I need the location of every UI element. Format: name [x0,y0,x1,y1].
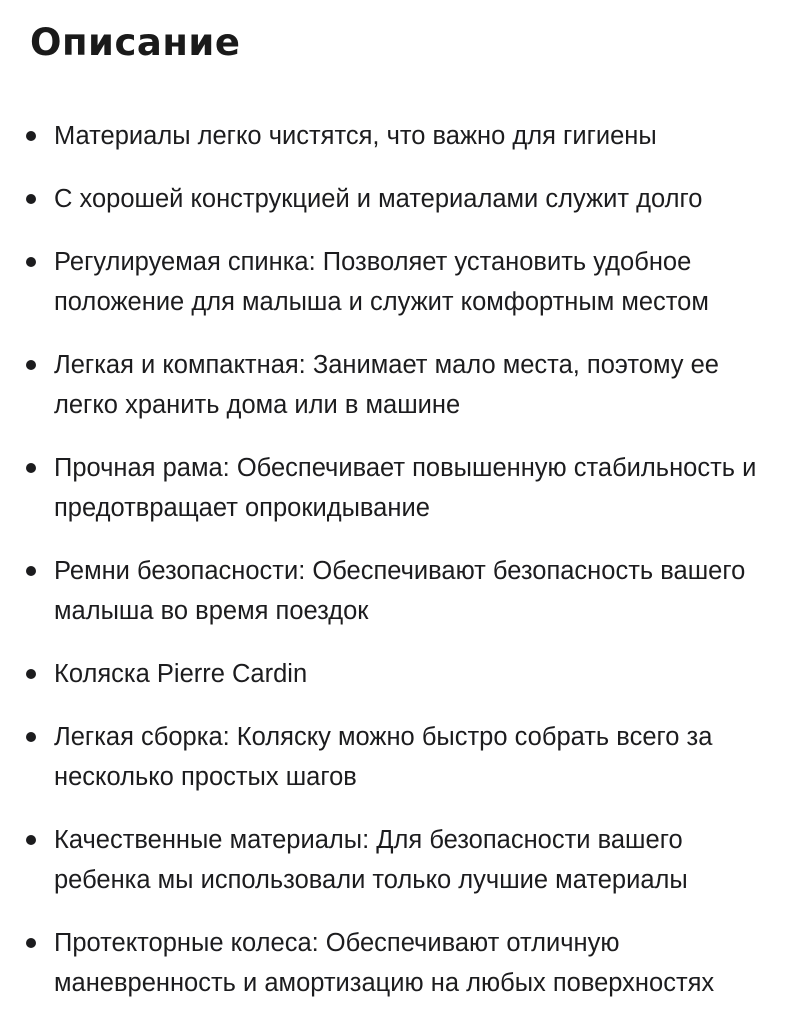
list-item [0,820,806,900]
bullet-icon [26,566,36,576]
bullet-icon [26,732,36,742]
bullet-icon [26,835,36,845]
list-item-text: Материалы легко чистятся, что важно для гигиены [54,122,657,150]
bullet-icon [26,257,36,267]
list-item [0,717,806,797]
list-item [0,116,806,156]
section-title: Описание [30,21,241,64]
list-item [0,242,806,322]
list-item-text: Легкая сборка: Коляску можно быстро собрать всего за несколько простых шагов [54,723,713,791]
list-item-text: Прочная рама: Обеспечивает повышенную стабильность и предотвращает опрокидывание [54,454,757,522]
list-item [0,448,806,528]
list-item-text: Качественные материалы: Для безопасности вашего ребенка мы использовали только лучшие материалы [54,826,688,894]
bullet-icon [26,669,36,679]
bullet-icon [26,463,36,473]
bullet-icon [26,194,36,204]
list-item [0,654,806,694]
list-item-text: Коляска Pierre Cardin [54,660,308,688]
list-item-text: Ремни безопасности: Обеспечивают безопасность вашего малыша во время поездок [54,557,746,625]
list-item [0,345,806,425]
list-item [0,923,806,1003]
list-item-text: Регулируемая спинка: Позволяет установить удобное положение для малыша и служит комфортным местом [54,248,709,316]
list-item [0,179,806,219]
list-item-text: Протекторные колеса: Обеспечивают отличную маневренность и амортизацию на любых поверхностях [54,929,715,997]
list-item-text: Легкая и компактная: Занимает мало места, поэтому ее легко хранить дома или в машине [54,351,719,419]
bullet-icon [26,131,36,141]
bullet-icon [26,360,36,370]
bullet-icon [26,938,36,948]
list-item-text: С хорошей конструкцией и материалами служит долго [54,185,703,213]
list-item [0,551,806,631]
description-list [0,116,806,1026]
